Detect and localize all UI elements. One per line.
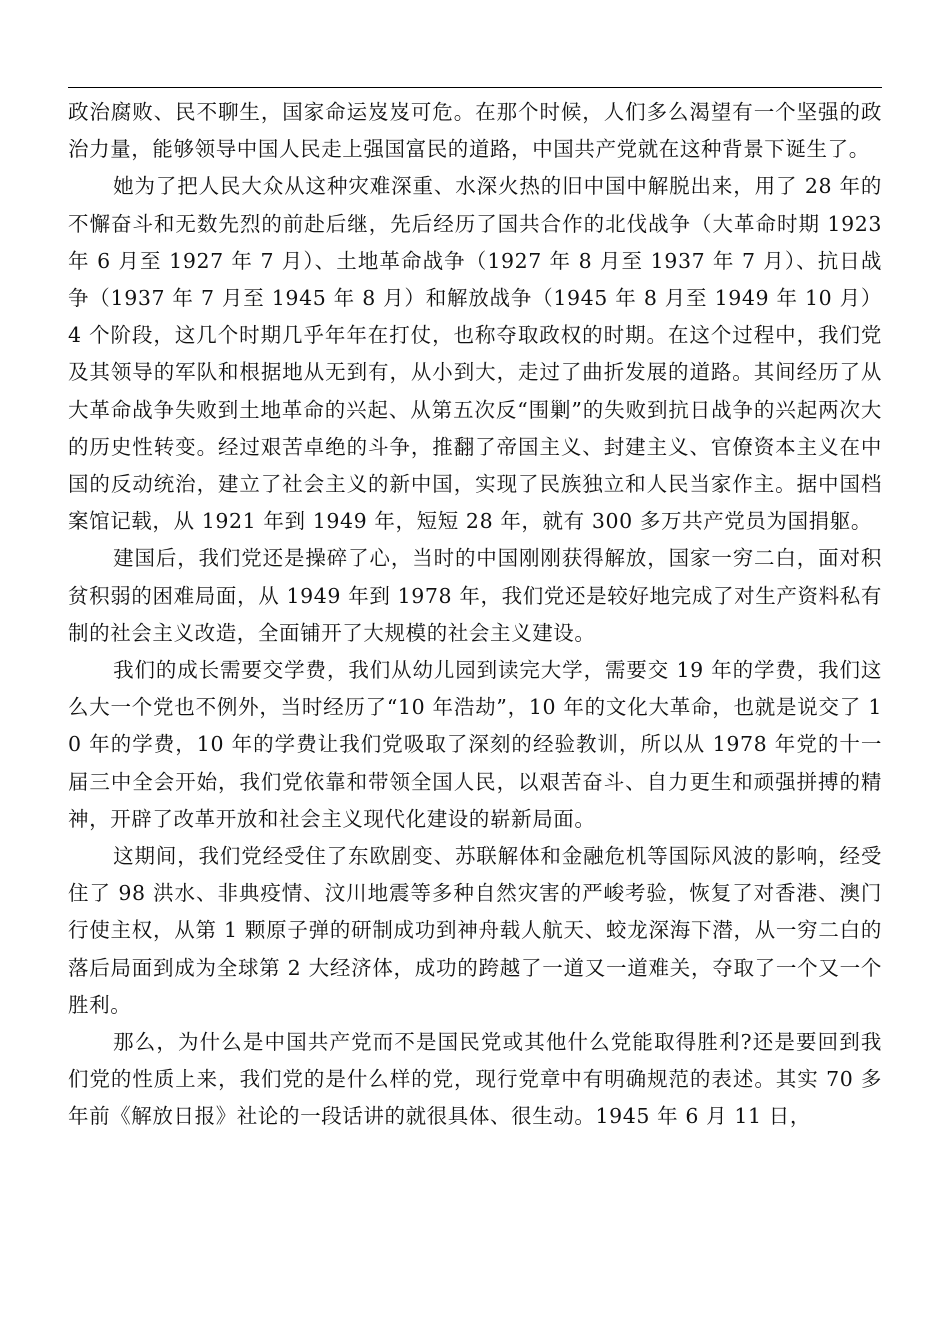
- header-rule: [68, 87, 882, 88]
- document-body: [68, 94, 882, 1136]
- paragraph-party-nature: 那么，为什么是中国共产党而不是国民党或其他什么党能取得胜利?还是要回到我们党的性质上来，我们党的是什么样的党，现行党章中有明确规范的表述。其实 70 多年前《解放日报》社论的一段话讲的就很具体、很生动。1945 年 6 月 11 日，: [68, 1030, 882, 1129]
- paragraph-trials-victories: 这期间，我们党经受住了东欧剧变、苏联解体和金融危机等国际风波的影响，经受住了 98 洪水、非典疫情、汶川地震等多种自然灾害的严峻考验，恢复了对香港、澳门行使主权，从第 1 颗原子弹的研制成功到神舟载人航天、蛟龙深海下潜，从一穷二白的落后局面到成为全球第 2 大经济体，成功的跨越了一道又一道难关，夺取了一个又一个胜利。: [68, 844, 882, 1017]
- paragraph-revolution-history: 她为了把人民大众从这种灾难深重、水深火热的旧中国中解脱出来，用了 28 年的不懈奋斗和无数先烈的前赴后继，先后经历了国共合作的北伐战争（大革命时期 1923 年 6 月至 1927 年 7 月）、土地革命战争（1927 年 8 月至 1937 年 7 月）、抗日战争（1937 年 7 月至 1945 年 8 月）和解放战争（1945 年 8 月至 1949 年 10 月）4 个阶段，这几个时期几乎年年在打仗，也称夺取政权的时期。在这个过程中，我们党及其领导的军队和根据地从无到有，从小到大，走过了曲折发展的道路。其间经历了从大革命战争失败到土地革命的兴起、从第五次反“围剿”的失败到抗日战争的兴起两次大的历史性转变。经过艰苦卓绝的斗争，推翻了帝国主义、封建主义、官僚资本主义在中国的反动统治，建立了社会主义的新中国，实现了民族独立和人民当家作主。据中国档案馆记载，从 1921 年到 1949 年，短短 28 年，就有 300 多万共产党员为国捐躯。: [68, 174, 882, 534]
- paragraph-reform-opening: 我们的成长需要交学费，我们从幼儿园到读完大学，需要交 19 年的学费，我们这么大一个党也不例外，当时经历了“10 年浩劫”，10 年的文化大革命，也就是说交了 10 年的学费，10 年的学费让我们党吸取了深刻的经验教训，所以从 1978 年党的十一届三中全会开始，我们党依靠和带领全国人民，以艰苦奋斗、自力更生和顽强拼搏的精神，开辟了改革开放和社会主义现代化建设的崭新局面。: [68, 658, 882, 831]
- document-page: [68, 0, 882, 1344]
- paragraph-after-founding: 建国后，我们党还是操碎了心，当时的中国刚刚获得解放，国家一穷二白，面对积贫积弱的困难局面，从 1949 年到 1978 年，我们党还是较好地完成了对生产资料私有制的社会主义改造，全面铺开了大规模的社会主义建设。: [68, 546, 882, 645]
- paragraph-continuation: 政治腐败、民不聊生，国家命运岌岌可危。在那个时候，人们多么渴望有一个坚强的政治力量，能够领导中国人民走上强国富民的道路，中国共产党就在这种背景下诞生了。: [68, 100, 882, 162]
